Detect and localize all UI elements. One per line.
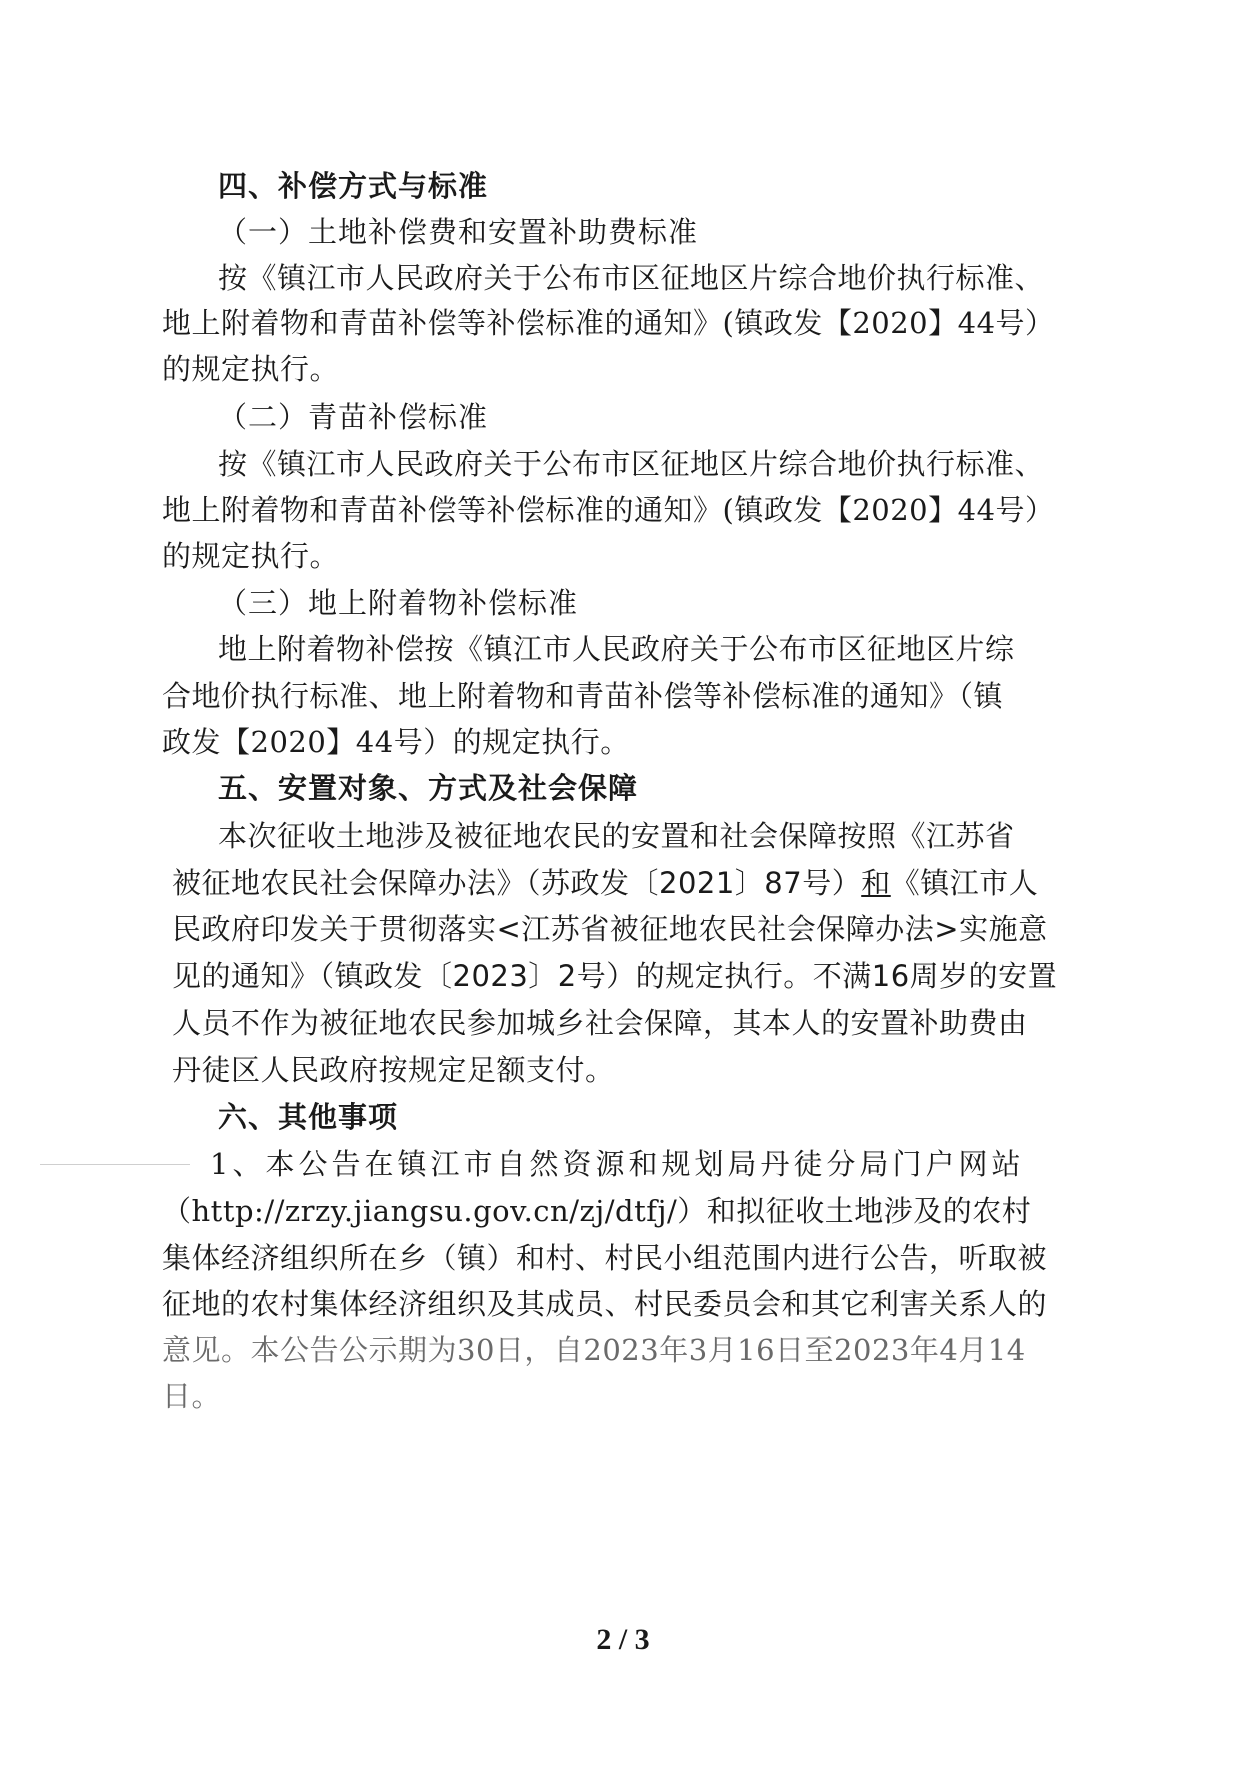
section-4-2-body-line-3: 的规定执行。 [162, 539, 340, 573]
section-6-heading: 六、其他事项 [218, 1100, 399, 1134]
section-4-2-heading: （二）青苗补偿标准 [218, 400, 489, 434]
section-6-body-line-4: 征地的农村集体经济组织及其成员、村民委员会和其它利害关系人的 [162, 1287, 1048, 1321]
section-6-body-line-1: 1、本公告在镇江市自然资源和规划局丹徒分局门户网站 [210, 1147, 1025, 1181]
section-4-1-body-line-3: 的规定执行。 [162, 352, 340, 386]
section-6-body-line-2: （http://zrzy.jiangsu.gov.cn/zj/dtfj/）和拟征收土地涉及的农村 [162, 1194, 1032, 1228]
section-4-1-body-line-1: 按《镇江市人民政府关于公布市区征地区片综合地价执行标准、 [218, 261, 1045, 295]
section-4-3-heading: （三）地上附着物补偿标准 [218, 586, 579, 620]
section-4-2-body-line-2: 地上附着物和青苗补偿等补偿标准的通知》(镇政发【2020】44号） [162, 493, 1055, 527]
section-4-3-body-line-2: 合地价执行标准、地上附着物和青苗补偿等补偿标准的通知》（镇 [162, 679, 1004, 713]
section-4-1-body-line-2: 地上附着物和青苗补偿等补偿标准的通知》(镇政发【2020】44号） [162, 306, 1055, 340]
section-5-body-line-5: 人员不作为被征地农民参加城乡社会保障，其本人的安置补助费由 [172, 1006, 1028, 1040]
section-5-body-line-2-underlined: 和 [861, 866, 891, 900]
section-4-1-heading: （一）土地补偿费和安置补助费标准 [218, 215, 699, 249]
page-number: 2 / 3 [596, 1623, 650, 1656]
section-5-heading: 五、安置对象、方式及社会保障 [218, 771, 639, 805]
section-5-body-line-3: 民政府印发关于贯彻落实<江苏省被征地农民社会保障办法>实施意 [172, 912, 1048, 946]
section-4-heading: 四、补偿方式与标准 [218, 169, 489, 203]
section-5-body-line-6: 丹徒区人民政府按规定足额支付。 [172, 1053, 615, 1087]
section-5-body-line-1: 本次征收土地涉及被征地农民的安置和社会保障按照《江苏省 [218, 819, 1015, 853]
section-5-body-line-2-pre: 被征地农民社会保障办法》（苏政发〔2021〕87号） [172, 866, 862, 900]
section-4-2-body-line-1: 按《镇江市人民政府关于公布市区征地区片综合地价执行标准、 [218, 447, 1045, 481]
section-5-body-line-2-post: 《镇江市人 [890, 866, 1039, 900]
scan-artifact-line [40, 1164, 190, 1165]
section-6-body-line-3: 集体经济组织所在乡（镇）和村、村民小组范围内进行公告，听取被 [162, 1241, 1048, 1275]
section-5-body-line-2 [172, 863, 1038, 903]
section-4-3-body-line-1: 地上附着物补偿按《镇江市人民政府关于公布市区征地区片综 [218, 632, 1015, 666]
section-6-body-line-6: 日。 [162, 1379, 222, 1413]
section-5-body-line-4: 见的通知》（镇政发〔2023〕2号）的规定执行。不满16周岁的安置 [172, 959, 1058, 993]
section-6-body-line-5: 意见。本公告公示期为30日，自2023年3月16日至2023年4月14 [162, 1333, 1026, 1367]
section-4-3-body-line-3: 政发【2020】44号）的规定执行。 [162, 725, 630, 759]
